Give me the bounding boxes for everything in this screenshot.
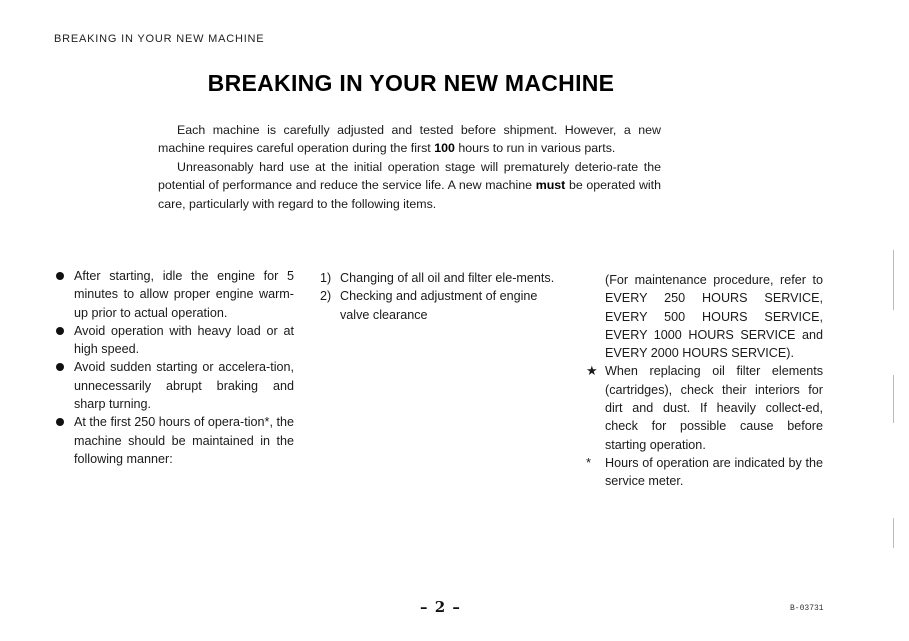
intro-paragraph-2 — [158, 158, 661, 213]
intro-paragraph-1 — [158, 121, 661, 158]
step-text: Checking and adjustment of engine valve clearance — [340, 289, 538, 322]
intro-text: Unreasonably hard use at the initial operation stage will prematurely deterio-rate the potential of performance and reduce the service life. A new machine — [158, 159, 661, 193]
intro-emphasis: must — [535, 178, 566, 193]
step-number: 2) — [320, 289, 332, 304]
intro-text: hours to run in various parts. — [454, 141, 616, 156]
running-head: BREAKING IN YOUR NEW MACHINE — [54, 33, 265, 45]
footnote-text: Hours of operation are indicated by the service meter. — [605, 455, 823, 489]
list-item-text: At the first 250 hours of opera-tion*, the machine should be maintained in the following manner: — [74, 415, 294, 466]
bullet-icon — [56, 363, 64, 371]
footnote — [583, 454, 823, 491]
list-item — [54, 322, 294, 359]
intro-text: Each machine is carefully adjusted and tested before shipment. However, a new machine requires careful operation during the first — [158, 123, 661, 156]
reference-note: (For maintenance procedure, refer to EVERY 250 HOURS SERVICE, EVERY 500 HOURS SERVICE, EVERY 1000 HOURS SERVICE and EVERY 2000 HOURS SERVICE). — [605, 273, 823, 361]
bullet-icon — [56, 418, 64, 426]
list-item-text: Avoid sudden starting or accelera-tion, unnecessarily abrupt braking and sharp turning. — [74, 360, 294, 412]
star-icon: ★ — [586, 363, 598, 379]
list-item — [54, 267, 294, 322]
page-title: BREAKING IN YOUR NEW MACHINE — [207, 70, 615, 96]
footnote — [583, 362, 823, 453]
bullet-icon — [56, 327, 64, 335]
list-item — [54, 413, 294, 468]
precautions-list — [54, 267, 294, 468]
intro-emphasis: 100 — [434, 141, 455, 156]
list-item-text: Avoid operation with heavy load or at high speed. — [74, 323, 294, 357]
document-code: B-03731 — [790, 604, 824, 613]
step-text: Changing of all oil and filter ele-ments. — [340, 271, 555, 285]
page-number: – 2 – — [420, 598, 461, 616]
list-item-text: After starting, idle the engine for 5 minutes to allow proper engine warm-up prior to actual operation. — [74, 269, 294, 320]
step-number: 1) — [320, 271, 332, 285]
scan-edge-mark — [893, 375, 894, 423]
asterisk-icon: * — [586, 454, 592, 470]
scan-edge-mark — [893, 250, 894, 310]
step-item — [320, 269, 560, 287]
list-item — [54, 358, 294, 413]
intro-text: be operated with care, particularly with regard to the following items. — [158, 178, 661, 211]
scan-edge-mark — [893, 518, 894, 548]
footnote-text: When replacing oil filter elements (cartridges), check their interiors for dirt and dust. If heavily collect-ed, check for possible cause before starting operation. — [605, 364, 823, 452]
notes-column — [583, 271, 823, 491]
maintenance-steps — [320, 269, 560, 324]
bullet-icon — [56, 272, 64, 280]
step-item — [320, 287, 560, 324]
intro-section — [158, 121, 661, 213]
